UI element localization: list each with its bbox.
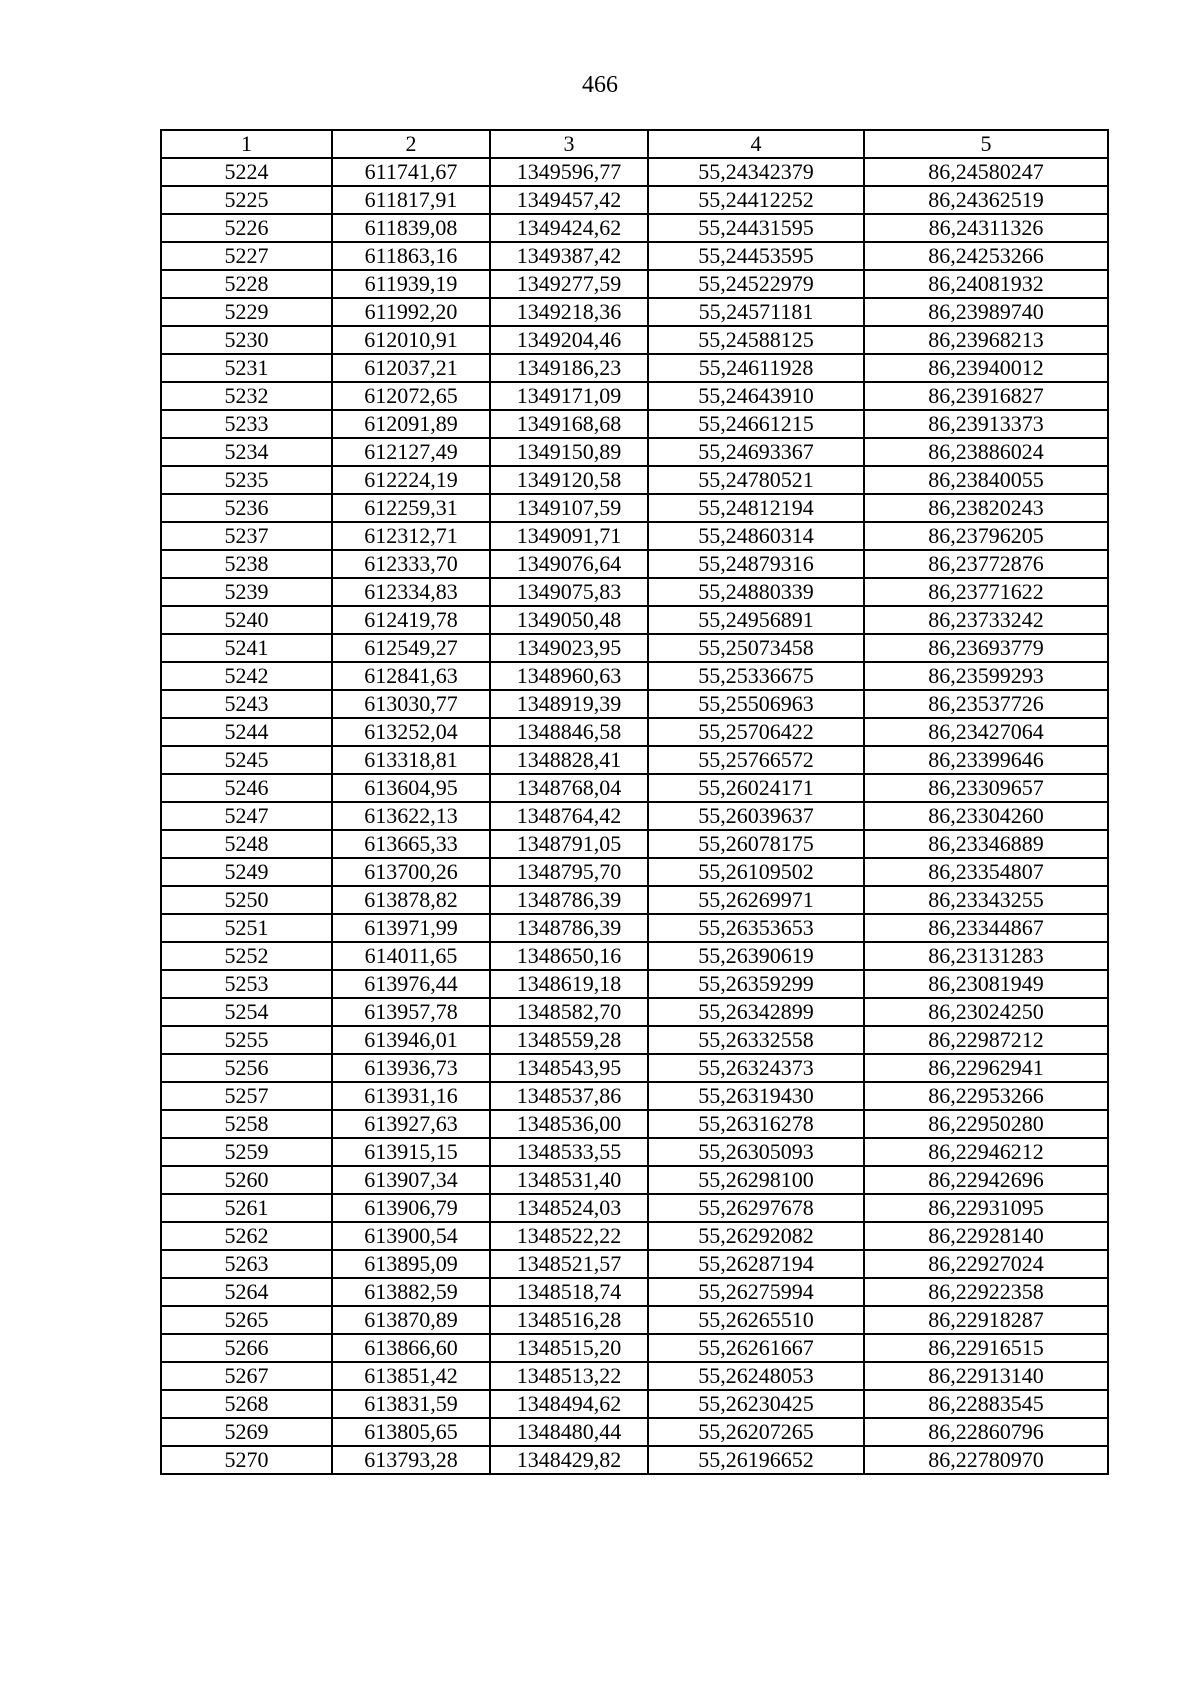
- table-cell: 5231: [161, 354, 332, 382]
- table-cell: 1348524,03: [490, 1194, 648, 1222]
- table-cell: 5256: [161, 1054, 332, 1082]
- table-cell: 613946,01: [332, 1026, 490, 1054]
- table-row: [161, 1222, 1108, 1250]
- table-row: [161, 1278, 1108, 1306]
- table-cell: 86,23733242: [864, 606, 1108, 634]
- table-row: [161, 606, 1108, 634]
- table-cell: 55,26024171: [648, 774, 864, 802]
- table-cell: 5230: [161, 326, 332, 354]
- table-cell: 55,26275994: [648, 1278, 864, 1306]
- table-cell: 1349107,59: [490, 494, 648, 522]
- table-cell: 86,23940012: [864, 354, 1108, 382]
- table-cell: 55,26109502: [648, 858, 864, 886]
- table-cell: 613870,89: [332, 1306, 490, 1334]
- table-cell: 5235: [161, 466, 332, 494]
- table-row: [161, 1362, 1108, 1390]
- table-cell: 55,26287194: [648, 1250, 864, 1278]
- table-cell: 55,24431595: [648, 214, 864, 242]
- table-cell: 1348518,74: [490, 1278, 648, 1306]
- table-cell: 613805,65: [332, 1418, 490, 1446]
- table-cell: 5242: [161, 662, 332, 690]
- table-cell: 613907,34: [332, 1166, 490, 1194]
- table-cell: 1348521,57: [490, 1250, 648, 1278]
- table-cell: 5227: [161, 242, 332, 270]
- table-cell: 55,25073458: [648, 634, 864, 662]
- table-cell: 612072,65: [332, 382, 490, 410]
- table-cell: 55,26261667: [648, 1334, 864, 1362]
- table-cell: 5268: [161, 1390, 332, 1418]
- table-cell: 5246: [161, 774, 332, 802]
- table-cell: 55,25706422: [648, 718, 864, 746]
- table-cell: 86,23309657: [864, 774, 1108, 802]
- table-cell: 612419,78: [332, 606, 490, 634]
- column-header: 1: [161, 130, 332, 158]
- table-cell: 86,22927024: [864, 1250, 1108, 1278]
- table-cell: 86,22953266: [864, 1082, 1108, 1110]
- table-cell: 1348768,04: [490, 774, 648, 802]
- table-row: [161, 466, 1108, 494]
- table-cell: 5259: [161, 1138, 332, 1166]
- table-cell: 86,22942696: [864, 1166, 1108, 1194]
- table-row: [161, 550, 1108, 578]
- page-number: 466: [582, 72, 618, 98]
- table-cell: 86,22928140: [864, 1222, 1108, 1250]
- table-cell: 55,24880339: [648, 578, 864, 606]
- table-cell: 55,24693367: [648, 438, 864, 466]
- table-cell: 613604,95: [332, 774, 490, 802]
- table-row: [161, 914, 1108, 942]
- table-row: [161, 1446, 1108, 1474]
- table-cell: 612127,49: [332, 438, 490, 466]
- table-cell: 613976,44: [332, 970, 490, 998]
- table-cell: 5225: [161, 186, 332, 214]
- table-cell: 55,26319430: [648, 1082, 864, 1110]
- table-cell: 5233: [161, 410, 332, 438]
- table-cell: 55,26316278: [648, 1110, 864, 1138]
- table-row: [161, 886, 1108, 914]
- table-cell: 55,26207265: [648, 1418, 864, 1446]
- table-row: [161, 1250, 1108, 1278]
- table-cell: 86,23344867: [864, 914, 1108, 942]
- table-cell: 86,22780970: [864, 1446, 1108, 1474]
- header-row: [161, 130, 1108, 158]
- table-cell: 55,24412252: [648, 186, 864, 214]
- table-cell: 613030,77: [332, 690, 490, 718]
- table-cell: 86,22987212: [864, 1026, 1108, 1054]
- table-cell: 1349023,95: [490, 634, 648, 662]
- table-cell: 612259,31: [332, 494, 490, 522]
- table-cell: 613252,04: [332, 718, 490, 746]
- table-cell: 613906,79: [332, 1194, 490, 1222]
- table-cell: 86,24081932: [864, 270, 1108, 298]
- table-cell: 86,23820243: [864, 494, 1108, 522]
- table-cell: 5250: [161, 886, 332, 914]
- table-cell: 86,22946212: [864, 1138, 1108, 1166]
- table-cell: 55,26353653: [648, 914, 864, 942]
- table-cell: 86,23771622: [864, 578, 1108, 606]
- table-cell: 86,23304260: [864, 802, 1108, 830]
- table-cell: 86,22916515: [864, 1334, 1108, 1362]
- table-header: [161, 130, 1108, 158]
- table-cell: 5253: [161, 970, 332, 998]
- table-cell: 5270: [161, 1446, 332, 1474]
- table-row: [161, 830, 1108, 858]
- table-cell: 5257: [161, 1082, 332, 1110]
- table-cell: 55,25766572: [648, 746, 864, 774]
- table-cell: 86,23131283: [864, 942, 1108, 970]
- table-cell: 55,26248053: [648, 1362, 864, 1390]
- table-cell: 5245: [161, 746, 332, 774]
- table-cell: 1348429,82: [490, 1446, 648, 1474]
- table-cell: 86,23343255: [864, 886, 1108, 914]
- table-cell: 5264: [161, 1278, 332, 1306]
- table-cell: 55,26297678: [648, 1194, 864, 1222]
- table-row: [161, 1390, 1108, 1418]
- table-cell: 612091,89: [332, 410, 490, 438]
- table-cell: 55,26292082: [648, 1222, 864, 1250]
- table-cell: 611839,08: [332, 214, 490, 242]
- table-row: [161, 1082, 1108, 1110]
- table-cell: 611992,20: [332, 298, 490, 326]
- table-cell: 613665,33: [332, 830, 490, 858]
- table-cell: 86,23772876: [864, 550, 1108, 578]
- table-cell: 1349218,36: [490, 298, 648, 326]
- table-row: [161, 774, 1108, 802]
- table-cell: 612010,91: [332, 326, 490, 354]
- table-cell: 1349091,71: [490, 522, 648, 550]
- table-cell: 1348480,44: [490, 1418, 648, 1446]
- table-cell: 613936,73: [332, 1054, 490, 1082]
- table-cell: 1349387,42: [490, 242, 648, 270]
- table-cell: 55,26324373: [648, 1054, 864, 1082]
- table-cell: 5247: [161, 802, 332, 830]
- table-cell: 5266: [161, 1334, 332, 1362]
- table-cell: 1349186,23: [490, 354, 648, 382]
- table-cell: 55,26298100: [648, 1166, 864, 1194]
- table-cell: 86,23537726: [864, 690, 1108, 718]
- table-cell: 5236: [161, 494, 332, 522]
- table-cell: 1349204,46: [490, 326, 648, 354]
- table-cell: 5252: [161, 942, 332, 970]
- table-cell: 613915,15: [332, 1138, 490, 1166]
- table-cell: 613882,59: [332, 1278, 490, 1306]
- table-row: [161, 718, 1108, 746]
- table-row: [161, 1054, 1108, 1082]
- table-cell: 86,22922358: [864, 1278, 1108, 1306]
- table-cell: 55,24342379: [648, 158, 864, 186]
- table-cell: 612224,19: [332, 466, 490, 494]
- table-row: [161, 1138, 1108, 1166]
- table-cell: 86,23693779: [864, 634, 1108, 662]
- table-cell: 86,22950280: [864, 1110, 1108, 1138]
- table-cell: 55,24661215: [648, 410, 864, 438]
- table-cell: 86,23399646: [864, 746, 1108, 774]
- table-cell: 5258: [161, 1110, 332, 1138]
- table-row: [161, 746, 1108, 774]
- coordinates-table: [160, 129, 1109, 1475]
- table-row: [161, 1306, 1108, 1334]
- table-row: [161, 970, 1108, 998]
- table-cell: 1349457,42: [490, 186, 648, 214]
- table-cell: 86,23913373: [864, 410, 1108, 438]
- column-header: 2: [332, 130, 490, 158]
- table-row: [161, 942, 1108, 970]
- table-cell: 612334,83: [332, 578, 490, 606]
- table-cell: 86,23354807: [864, 858, 1108, 886]
- table-cell: 1348536,00: [490, 1110, 648, 1138]
- table-cell: 613957,78: [332, 998, 490, 1026]
- table-row: [161, 998, 1108, 1026]
- table-cell: 86,23081949: [864, 970, 1108, 998]
- table-cell: 1348919,39: [490, 690, 648, 718]
- table-cell: 5269: [161, 1418, 332, 1446]
- table-row: [161, 1026, 1108, 1054]
- table-cell: 5260: [161, 1166, 332, 1194]
- table-cell: 1349076,64: [490, 550, 648, 578]
- table-cell: 5261: [161, 1194, 332, 1222]
- table-cell: 86,23346889: [864, 830, 1108, 858]
- table-cell: 55,24522979: [648, 270, 864, 298]
- table-cell: 55,26196652: [648, 1446, 864, 1474]
- table-cell: 611817,91: [332, 186, 490, 214]
- table-cell: 86,23989740: [864, 298, 1108, 326]
- table-cell: 86,22931095: [864, 1194, 1108, 1222]
- table-cell: 612333,70: [332, 550, 490, 578]
- table-cell: 5237: [161, 522, 332, 550]
- table-cell: 55,24571181: [648, 298, 864, 326]
- table-cell: 5226: [161, 214, 332, 242]
- table-cell: 86,22913140: [864, 1362, 1108, 1390]
- table-cell: 5265: [161, 1306, 332, 1334]
- table-row: [161, 158, 1108, 186]
- column-header: 3: [490, 130, 648, 158]
- table-cell: 86,23968213: [864, 326, 1108, 354]
- table-cell: 1349050,48: [490, 606, 648, 634]
- table-cell: 1348522,22: [490, 1222, 648, 1250]
- table-cell: 613931,16: [332, 1082, 490, 1110]
- table-cell: 612549,27: [332, 634, 490, 662]
- table-cell: 1348582,70: [490, 998, 648, 1026]
- table-cell: 86,22860796: [864, 1418, 1108, 1446]
- table-row: [161, 354, 1108, 382]
- table-cell: 5243: [161, 690, 332, 718]
- table-cell: 1349168,68: [490, 410, 648, 438]
- table-cell: 5244: [161, 718, 332, 746]
- table-cell: 1348764,42: [490, 802, 648, 830]
- table-cell: 1348650,16: [490, 942, 648, 970]
- table-cell: 55,25336675: [648, 662, 864, 690]
- column-header: 5: [864, 130, 1108, 158]
- table-cell: 613900,54: [332, 1222, 490, 1250]
- table-cell: 86,23916827: [864, 382, 1108, 410]
- table-cell: 1348516,28: [490, 1306, 648, 1334]
- table-cell: 1349150,89: [490, 438, 648, 466]
- table-cell: 1348619,18: [490, 970, 648, 998]
- table-cell: 1349075,83: [490, 578, 648, 606]
- table-row: [161, 382, 1108, 410]
- table-cell: 55,25506963: [648, 690, 864, 718]
- table-cell: 613318,81: [332, 746, 490, 774]
- table-cell: 613851,42: [332, 1362, 490, 1390]
- table-cell: 55,26342899: [648, 998, 864, 1026]
- table-cell: 86,22962941: [864, 1054, 1108, 1082]
- table-cell: 5248: [161, 830, 332, 858]
- table-row: [161, 438, 1108, 466]
- table-cell: 614011,65: [332, 942, 490, 970]
- table-cell: 613622,13: [332, 802, 490, 830]
- table-cell: 5239: [161, 578, 332, 606]
- table-cell: 5238: [161, 550, 332, 578]
- table-cell: 5240: [161, 606, 332, 634]
- table-row: [161, 1110, 1108, 1138]
- column-header: 4: [648, 130, 864, 158]
- table-cell: 5241: [161, 634, 332, 662]
- table-cell: 55,26390619: [648, 942, 864, 970]
- table-row: [161, 326, 1108, 354]
- table-cell: 612037,21: [332, 354, 490, 382]
- table-row: [161, 662, 1108, 690]
- table-cell: 55,24812194: [648, 494, 864, 522]
- table-cell: 613831,59: [332, 1390, 490, 1418]
- table-cell: 86,24362519: [864, 186, 1108, 214]
- table-cell: 1348494,62: [490, 1390, 648, 1418]
- table-cell: 86,24311326: [864, 214, 1108, 242]
- table-row: [161, 578, 1108, 606]
- table-cell: 86,23840055: [864, 466, 1108, 494]
- table-cell: 55,24956891: [648, 606, 864, 634]
- table-row: [161, 802, 1108, 830]
- table-cell: 55,26305093: [648, 1138, 864, 1166]
- table-cell: 86,23796205: [864, 522, 1108, 550]
- table-row: [161, 858, 1108, 886]
- table-cell: 5251: [161, 914, 332, 942]
- table-row: [161, 242, 1108, 270]
- table-cell: 613793,28: [332, 1446, 490, 1474]
- table-cell: 1349120,58: [490, 466, 648, 494]
- table-cell: 611939,19: [332, 270, 490, 298]
- table-cell: 1348543,95: [490, 1054, 648, 1082]
- table-cell: 86,24580247: [864, 158, 1108, 186]
- table-cell: 55,24780521: [648, 466, 864, 494]
- table-cell: 55,26269971: [648, 886, 864, 914]
- table-cell: 611741,67: [332, 158, 490, 186]
- table-cell: 1348795,70: [490, 858, 648, 886]
- table-cell: 1348515,20: [490, 1334, 648, 1362]
- table-cell: 1348828,41: [490, 746, 648, 774]
- table-cell: 1348533,55: [490, 1138, 648, 1166]
- table-row: [161, 522, 1108, 550]
- table-row: [161, 1194, 1108, 1222]
- table-cell: 55,24611928: [648, 354, 864, 382]
- table-cell: 86,22883545: [864, 1390, 1108, 1418]
- table-cell: 1348559,28: [490, 1026, 648, 1054]
- table-cell: 55,26230425: [648, 1390, 864, 1418]
- table-cell: 5229: [161, 298, 332, 326]
- table-cell: 1349171,09: [490, 382, 648, 410]
- table-cell: 1348786,39: [490, 886, 648, 914]
- table-row: [161, 1334, 1108, 1362]
- table-cell: 55,26359299: [648, 970, 864, 998]
- table-body: [161, 158, 1108, 1474]
- table-cell: 86,22918287: [864, 1306, 1108, 1334]
- table-cell: 5234: [161, 438, 332, 466]
- table-cell: 1349277,59: [490, 270, 648, 298]
- table-cell: 613895,09: [332, 1250, 490, 1278]
- table-row: [161, 214, 1108, 242]
- table-cell: 5255: [161, 1026, 332, 1054]
- table-cell: 5249: [161, 858, 332, 886]
- table-cell: 55,26332558: [648, 1026, 864, 1054]
- table-row: [161, 410, 1108, 438]
- table-cell: 612312,71: [332, 522, 490, 550]
- table-cell: 86,23024250: [864, 998, 1108, 1026]
- table-cell: 5224: [161, 158, 332, 186]
- table-cell: 5228: [161, 270, 332, 298]
- table-row: [161, 270, 1108, 298]
- table-cell: 1348537,86: [490, 1082, 648, 1110]
- table-cell: 55,24860314: [648, 522, 864, 550]
- table-cell: 611863,16: [332, 242, 490, 270]
- table-cell: 86,24253266: [864, 242, 1108, 270]
- table-row: [161, 634, 1108, 662]
- table-cell: 612841,63: [332, 662, 490, 690]
- table-cell: 5267: [161, 1362, 332, 1390]
- table-row: [161, 186, 1108, 214]
- table-cell: 1348846,58: [490, 718, 648, 746]
- table-cell: 86,23886024: [864, 438, 1108, 466]
- table-cell: 55,24453595: [648, 242, 864, 270]
- table-row: [161, 1166, 1108, 1194]
- table-cell: 55,26078175: [648, 830, 864, 858]
- table-cell: 613878,82: [332, 886, 490, 914]
- table-cell: 55,24879316: [648, 550, 864, 578]
- table-cell: 55,26039637: [648, 802, 864, 830]
- table-row: [161, 298, 1108, 326]
- table-cell: 1349596,77: [490, 158, 648, 186]
- table-cell: 1348513,22: [490, 1362, 648, 1390]
- table-row: [161, 494, 1108, 522]
- table-cell: 613927,63: [332, 1110, 490, 1138]
- table-cell: 613971,99: [332, 914, 490, 942]
- table-cell: 55,24588125: [648, 326, 864, 354]
- table-cell: 86,23427064: [864, 718, 1108, 746]
- table-row: [161, 1418, 1108, 1446]
- table-cell: 1348531,40: [490, 1166, 648, 1194]
- table-cell: 613866,60: [332, 1334, 490, 1362]
- table-row: [161, 690, 1108, 718]
- table-cell: 1348786,39: [490, 914, 648, 942]
- table-cell: 5254: [161, 998, 332, 1026]
- table-cell: 1349424,62: [490, 214, 648, 242]
- table-cell: 55,24643910: [648, 382, 864, 410]
- table-cell: 5263: [161, 1250, 332, 1278]
- table-cell: 5262: [161, 1222, 332, 1250]
- table-cell: 613700,26: [332, 858, 490, 886]
- table-cell: 55,26265510: [648, 1306, 864, 1334]
- table-cell: 1348960,63: [490, 662, 648, 690]
- table-cell: 5232: [161, 382, 332, 410]
- table-cell: 86,23599293: [864, 662, 1108, 690]
- table-cell: 1348791,05: [490, 830, 648, 858]
